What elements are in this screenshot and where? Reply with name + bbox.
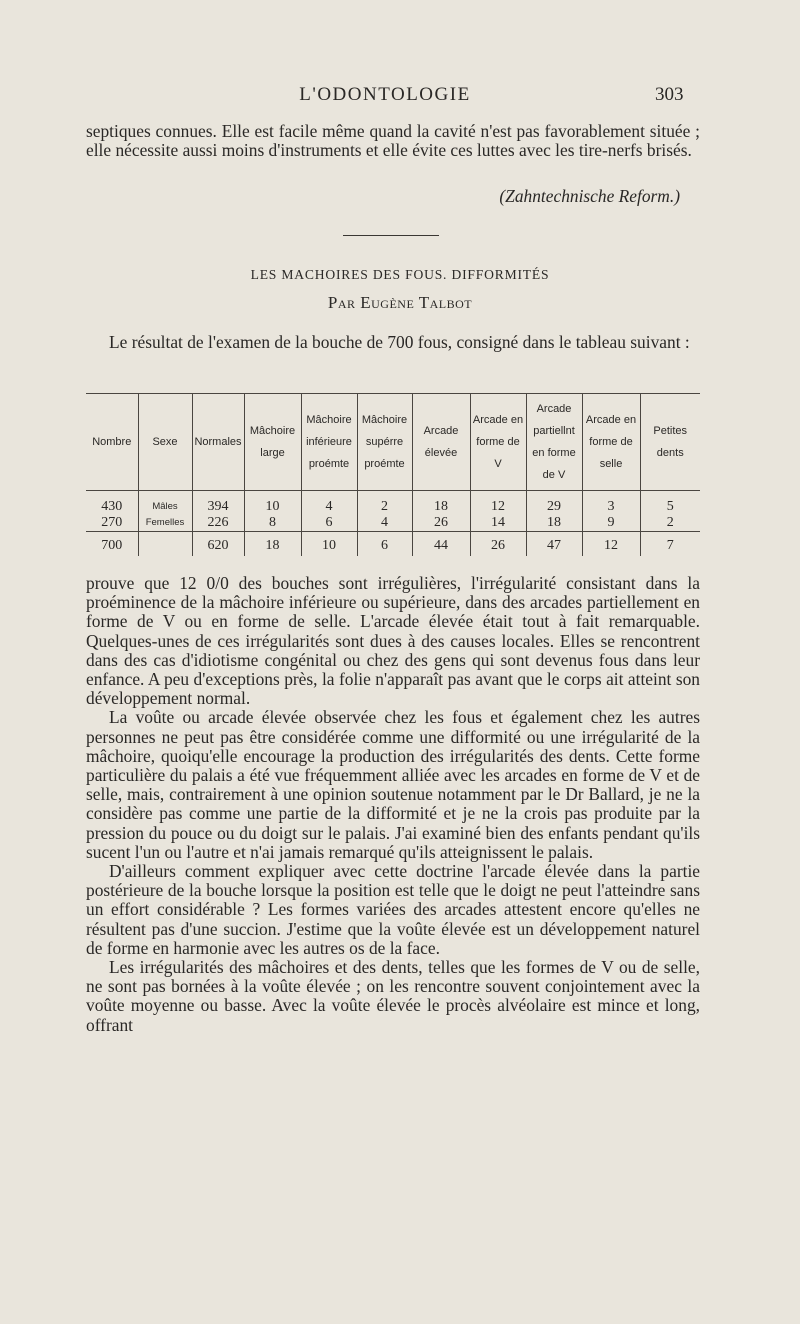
total-cell: 6 <box>357 532 412 557</box>
table-cell: 14 <box>470 515 526 532</box>
body-paragraph: Les irrégularités des mâchoires et des dents, telles que les formes de V ou de selle, ne sont pas bornées à la voûte élevée ; on les rencontre souvent conjointement avec la voûte moyenne ou basse. Avec la voûte élevée le procès alvéolaire est mince et long, offrant <box>86 957 700 1035</box>
intro-block <box>86 333 700 352</box>
running-head <box>0 84 800 110</box>
table-cell: 3 <box>582 499 640 515</box>
table-cell: 26 <box>412 515 470 532</box>
statistics-table <box>86 393 700 556</box>
running-title: L'ODONTOLOGIE <box>299 84 471 105</box>
total-cell: 47 <box>526 532 582 557</box>
table-cell: 6 <box>301 515 357 532</box>
table-cell: 4 <box>301 499 357 515</box>
section-divider <box>343 235 439 236</box>
table-cell: 394 <box>192 499 244 515</box>
article-author: Par Eugène Talbot <box>327 293 473 312</box>
page-number: 303 <box>655 84 684 105</box>
total-cell: 12 <box>582 532 640 557</box>
table-spacer-row <box>86 491 700 500</box>
statistics-table-wrap <box>86 393 700 553</box>
intro-paragraph: Le résultat de l'examen de la bouche de 700 fous, consigné dans le tableau suivant : <box>109 332 690 352</box>
previous-article-ending <box>86 122 700 160</box>
column-header: Normales <box>192 394 244 491</box>
table-cell: 8 <box>244 515 301 532</box>
column-header: Arcade en forme de selle <box>582 394 640 491</box>
table-cell: 2 <box>357 499 412 515</box>
table-cell: 29 <box>526 499 582 515</box>
body-paragraph: La voûte ou arcade élevée observée chez les fous et également chez les autres personnes ne peut pas être considérée comme une difformité ou une irrégularité de la mâchoire, quoiqu'elle encourage la production des irrégularités des dents. Cette forme particulière du palais a été vue fréquemment alliée avec les arcades en forme de V et de selle, mais, contrairement à une opinion soutenue notamment par le Dr Ballard, je ne la considère pas comme une partie de la difformité et je ne la crois pas produite par la pression du pouce ou du doigt sur le palais. J'ai examiné bien des enfants pendant qu'ils sucent l'un ou l'autre et n'ai jamais remarqué qu'ils atteignissent le palais. <box>86 707 700 862</box>
body-paragraph: D'ailleurs comment expliquer avec cette doctrine l'arcade élevée dans la partie postérieure de la bouche lorsque la position est telle que le doigt ne peut l'atteindre sans un effort considérable ? Les formes variées des arcades attestent encore qu'elles ne résultent pas d'une succion. J'estime que la voûte élevée est un développement naturel de forme en harmonie avec les autres os de la face. <box>86 861 700 958</box>
total-cell: 700 <box>86 532 138 557</box>
table-total-row <box>86 532 700 557</box>
column-header: Arcade partiellnt en forme de V <box>526 394 582 491</box>
column-header: Mâchoire supérre proémte <box>357 394 412 491</box>
table-cell: 10 <box>244 499 301 515</box>
body-text <box>86 574 700 1035</box>
column-header: Petites dents <box>640 394 700 491</box>
table-cell: 4 <box>357 515 412 532</box>
closing-paragraph: septiques connues. Elle est facile même quand la cavité n'est pas favorablement située ; elle nécessite aussi moins d'instruments et elle évite ces luttes avec les tire-nerfs brisés. <box>86 121 700 161</box>
body-paragraph: prouve que 12 0/0 des bouches sont irrégulières, l'irrégularité consistant dans la proéminence de la mâchoire inférieure ou supérieure, dans des arcades partiellement en forme de V ou en forme de selle. L'arcade élevée était tout à fait remarquable. Quelques-unes de ces irrégularités sont dues à des causes locales. Elles se rencontrent dans des cas d'idiotisme congénital ou chez des gens qui sont devenus fous dans leur enfance. A peu d'exceptions près, la folie n'apparaît pas avant que le corps ait atteint son développement normal. <box>86 573 700 709</box>
table-cell: 430 <box>101 499 123 514</box>
table-cell: Mâles <box>138 499 192 515</box>
total-cell: 620 <box>192 532 244 557</box>
column-header: Nombre <box>86 394 138 491</box>
table-cell: 270 <box>101 515 123 530</box>
table-cell: 5 <box>640 499 700 515</box>
total-cell: 10 <box>301 532 357 557</box>
total-cell: 7 <box>640 532 700 557</box>
table-cell: 12 <box>470 499 526 515</box>
table-row <box>86 515 700 532</box>
total-cell: 18 <box>244 532 301 557</box>
column-header: Arcade élevée <box>412 394 470 491</box>
article-title: LES MACHOIRES DES FOUS. DIFFORMITÉS <box>250 267 550 282</box>
total-cell: 26 <box>470 532 526 557</box>
column-header: Arcade en forme de V <box>470 394 526 491</box>
column-header: Mâchoire large <box>244 394 301 491</box>
table-cell: 18 <box>526 515 582 532</box>
table-cell: 2 <box>640 515 700 532</box>
table-cell: 9 <box>582 515 640 532</box>
table-cell: 18 <box>412 499 470 515</box>
table-row <box>86 499 700 515</box>
table-header-row <box>86 394 700 491</box>
table-cell: Femelles <box>138 515 192 532</box>
total-cell: 44 <box>412 532 470 557</box>
total-cell <box>138 532 192 557</box>
column-header: Mâchoire inférieure proémte <box>301 394 357 491</box>
table-cell: 226 <box>192 515 244 532</box>
column-header: Sexe <box>138 394 192 491</box>
source-citation: (Zahntechnische Reform.) <box>499 186 680 206</box>
